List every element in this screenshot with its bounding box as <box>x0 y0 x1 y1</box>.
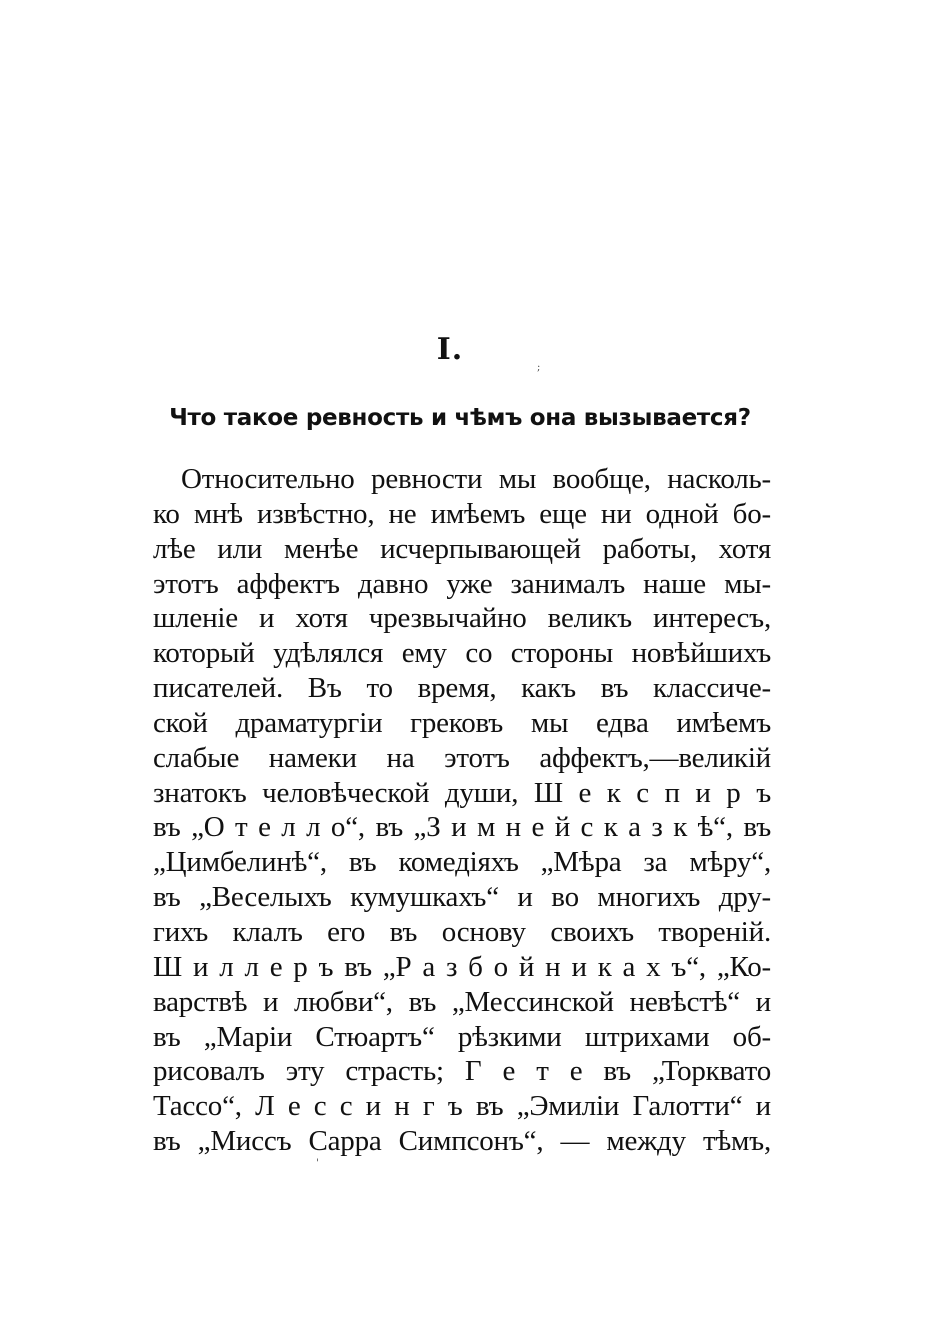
text-line: этотъ аффектъ давно уже занималъ наше мы- <box>153 567 771 600</box>
chapter-title: Что такое ревность и чѣмъ она вызывается? <box>169 405 751 431</box>
text-line: въ „Маріи Стюартъ“ рѣзкими штрихами об- <box>153 1020 771 1053</box>
text-line: Относительно ревности мы вообще, насколь- <box>181 463 771 495</box>
text-line: въ „О т е л л о“, въ „З и м н е й с к а з к ѣ“, въ <box>153 811 771 844</box>
text-line: который удѣлялся ему со стороны новѣйшихъ <box>153 637 771 670</box>
text-line: ской драматургіи грековъ мы едва имѣемъ <box>153 706 771 739</box>
text-line: знатокъ человѣческой души, Ш е к с п и р ъ <box>153 776 771 809</box>
print-speck: ' <box>316 1158 319 1169</box>
text-line: „Цимбелинѣ“, въ комедіяхъ „Мѣра за мѣру“, <box>153 846 771 879</box>
chapter-number: I. <box>436 332 464 367</box>
text-line: ко мнѣ извѣстно, не имѣемъ еще ни одной бо- <box>153 497 771 530</box>
text-line: гихъ клалъ его въ основу своихъ твореній. <box>153 915 771 948</box>
text-line: Ш и л л е р ъ въ „Р а з б о й н и к а х ъ“, „Ко- <box>153 950 771 983</box>
text-line: лѣе или менѣе исчерпывающей работы, хотя <box>153 532 771 565</box>
text-line: рисовалъ эту страсть; Г е т е въ „Торквато <box>153 1055 771 1088</box>
text-line: Тассо“, Л е с с и н г ъ въ „Эмиліи Галотти“ и <box>153 1090 771 1123</box>
print-speck: ; <box>537 362 541 373</box>
text-line: писателей. Въ то время, какъ въ классиче- <box>153 672 771 705</box>
body-paragraph <box>153 462 771 1159</box>
text-line: слабые намеки на этотъ аффектъ,—великій <box>153 741 771 774</box>
text-line: въ „Веселыхъ кумушкахъ“ и во многихъ дру- <box>153 881 771 914</box>
text-line: въ „Миссъ Сарра Симпсонъ“, — между тѣмъ, <box>153 1125 771 1158</box>
text-line: варствѣ и любви“, въ „Мессинской невѣстѣ“ и <box>153 985 771 1018</box>
text-line: шленіе и хотя чрезвычайно великъ интересъ, <box>153 602 771 635</box>
